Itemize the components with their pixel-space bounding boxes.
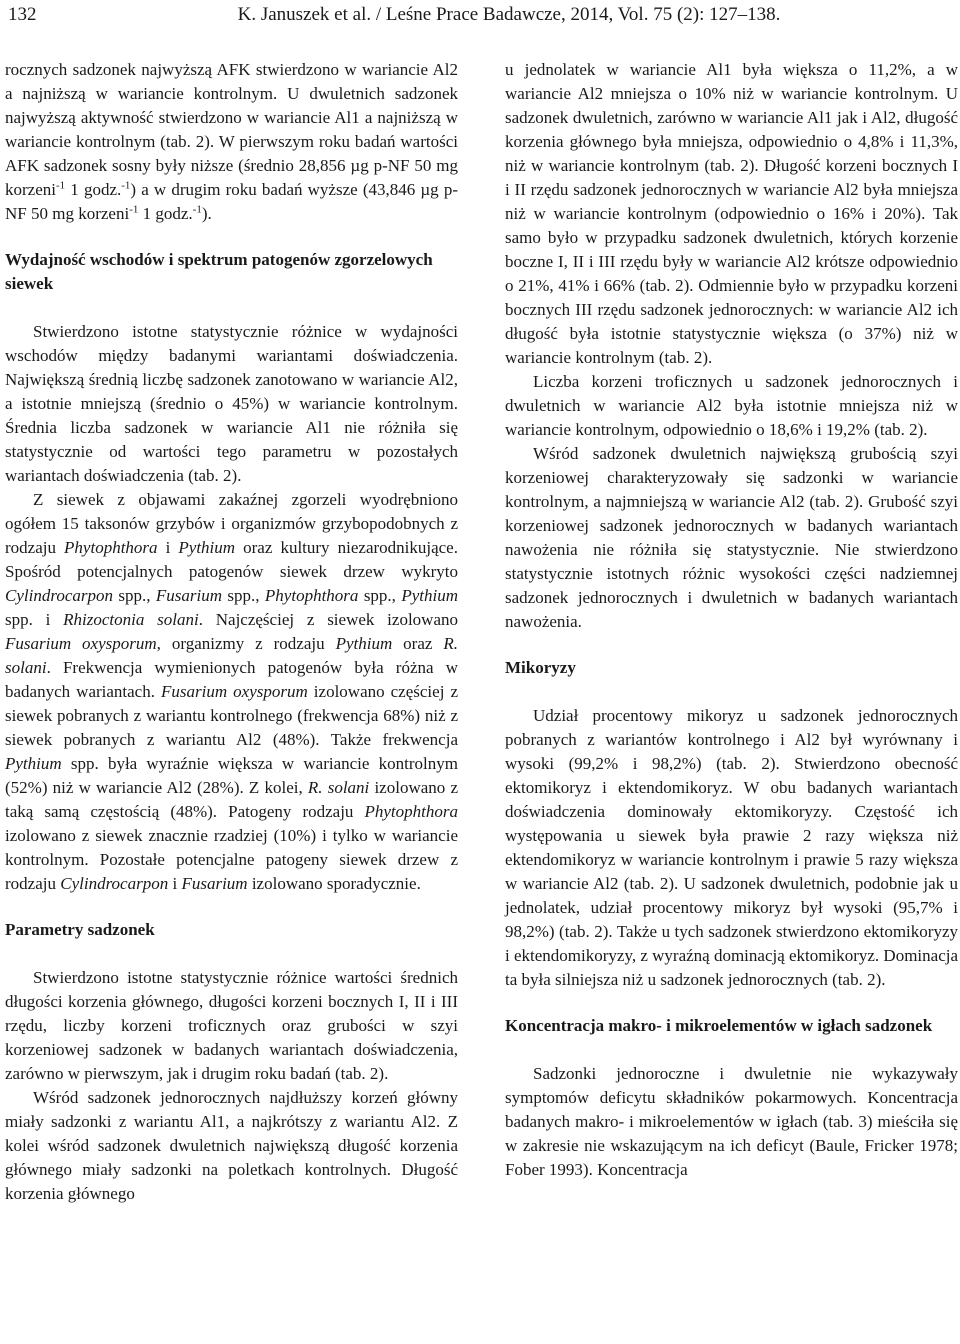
- left-column: [5, 58, 458, 1206]
- paragraph-mikoryzy: Udział procentowy mikoryz u sadzonek jednorocznych pobranych z wariantów kontrolnego i Al2 był wyrównany i wysoki (99,2% i 98,2%) (tab. 2). Stwierdzono obecność ektomikoryz i ektendomikoryz. W obu badanych wariantach doświadczenia dominowały ektomikoryzy. Częstość ich występowania u siewek była prawie 2 razy większa niż ektendomikoryz w wariancie kontrolnym i prawie 5 razy większa w wariancie Al2 (tab. 2). U sadzonek dwuletnich, podobnie jak u jednolatek, udział procentowy mikoryz był wysoki (95,7% i 98,2%) (tab. 2). Także u tych sadzonek stwierdzono ektomikoryzy i ektendomikoryzy, z wyraźną dominacją ektomikoryz. Dominacja ta była silniejsza niż u sadzonek jednorocznych (tab. 2).: [505, 706, 959, 989]
- paragraph-korzen-glowny: Wśród sadzonek jednorocznych najdłuższy korzeń główny miały sadzonki z wariantu Al1, a najkrótszy z wariantu Al2. Z kolei wśród sadzonek dwuletnich największą długość korzenia głównego miały sadzonki na poletkach kontrolnych. Długość korzenia głównego: [5, 1088, 458, 1203]
- paragraph-korzenie-troficzne: Liczba korzeni troficznych u sadzonek jednorocznych i dwuletnich w wariancie Al2 była istotnie mniejsza niż w wariancie kontrolnym, odpowiednio o 18,6% i 19,2% (tab. 2).: [505, 372, 958, 439]
- paragraph-parametry: Stwierdzono istotne statystycznie różnice wartości średnich długości korzenia głównego, długości korzeni bocznych I, II i III rzędu, liczby korzeni troficznych oraz grubości w szyi korzeniowej sadzonek w badanych wariantach doświadczenia, zarówno w pierwszym, jak i drugim roku badań (tab. 2).: [5, 968, 458, 1083]
- section-heading-koncentracja: Koncentracja makro- i mikroelementów w igłach sadzonek: [505, 1016, 933, 1035]
- section-heading-mikoryzy: Mikoryzy: [505, 658, 576, 677]
- section-heading-wydajnosc: Wydajność wschodów i spektrum patogenów zgorzelowych siewek: [5, 250, 433, 293]
- page-number: 132: [8, 4, 37, 25]
- paragraph-grubosc-szyi: Wśród sadzonek dwuletnich największą grubością szyi korzeniowej charakteryzowały się sadzonki w wariancie kontrolnym, a najmniejszą w wariancie Al2 (tab. 2). Grubość szyi korzeniowej sadzonek jednorocznych w badanych wariantach nawożenia nie różniła się statystycznie. Nie stwierdzono statystycznie istotnych różnic wysokości części nadziemnej sadzonek jednorocznych i dwuletnich w badanych wariantach nawożenia.: [505, 444, 958, 631]
- running-header: [0, 0, 960, 36]
- right-column: [505, 58, 958, 1182]
- paragraph-dlugosc-korzeni: u jednolatek w wariancie Al1 była większa o 11,2%, a w wariancie Al2 mniejsza o 10% niż w wariancie kontrolnym. U sadzonek dwuletnich, zarówno w wariancie Al1 jak i Al2, długość korzenia głównego była mniejsza, odpowiednio o 4,8% i 11,3%, niż w wariancie kontrolnym (tab. 2). Długość korzeni bocznych I i II rzędu sadzonek jednorocznych w wariancie Al2 była mniejsza niż w wariancie kontrolnym (odpowiednio o 16% i 20%). Tak samo było w przypadku sadzonek dwuletnich, których korzenie boczne I, II i III rzędu były w wariancie Al2 krótsze odpowiednio o 21%, 41% i 66% (tab. 2). Odmiennie było w przypadku korzeni bocznych III rzędu sadzonek jednorocznych: w wariancie Al2 ich długość była istotnie statystycznie większa (o 37%) niż w wariancie kontrolnym (tab. 2).: [505, 60, 958, 367]
- paragraph-patogeny: Z siewek z objawami zakaźnej zgorzeli wyodrębniono ogółem 15 taksonów grzybów i organizmów grzybopodobnych z rodzaju Phytophthora i Pythium oraz kultury niezarodnikujące. Spośród potencjalnych patogenów siewek drzew wykryto Cylindrocarpon spp., Fusarium spp., Phytophthora spp., Pythium spp. i Rhizoctonia solani. Najczęściej z siewek izolowano Fusarium oxysporum, organizmy z rodzaju Pythium oraz R. solani. Frekwencja wymienionych patogenów była różna w badanych wariantach. Fusarium oxysporum izolowano częściej z siewek pobranych z wariantu kontrolnego (frekwencja 68%) niż z siewek pobranych z wariantu Al2 (48%). Także frekwencja Pythium spp. była wyraźnie większa w wariancie kontrolnym (52%) niż w wariancie Al2 (28%). Z kolei, R. solani izolowano z taką samą częstością (48%). Patogeny rodzaju Phytophthora izolowano z siewek znacznie rzadziej (10%) i tylko w wariancie kontrolnym. Pozostałe potencjalne patogeny siewek drzew z rodzaju Cylindrocarpon i Fusarium izolowano sporadycznie.: [5, 490, 459, 893]
- paragraph-wschody: Stwierdzono istotne statystycznie różnice w wydajności wschodów między badanymi wariantami doświadczenia. Największą średnią liczbę sadzonek zanotowano w wariancie Al2, a istotnie mniejszą (średnio o 45%) w wariancie kontrolnym. Średnia liczba sadzonek w wariancie Al1 nie różniła się statystycznie od wartości tego parametru w pozostałych wariantach doświadczenia (tab. 2).: [5, 322, 458, 485]
- section-heading-parametry: Parametry sadzonek: [5, 920, 155, 939]
- paragraph-afk: rocznych sadzonek najwyższą AFK stwierdzono w wariancie Al2 a najniższą w wariancie kontrolnym. U dwuletnich sadzonek najwyższą aktywność stwierdzono w wariancie Al1 a najniższą w wariancie kontrolnym (tab. 2). W pierwszym roku badań wartości AFK sadzonek sosny były niższe (średnio 28,856 µg p-NF 50 mg korzeni$^{-1}$ 1 godz.$^{-1}$) a w drugim roku badań wyższe (43,846 µg p-NF 50 mg korzeni$^{-1}$ 1 godz.$^{-1}$).: [5, 60, 458, 223]
- paragraph-koncentracja: Sadzonki jednoroczne i dwuletnie nie wykazywały symptomów deficytu składników pokarmowych. Koncentracja badanych makro- i mikroelementów w igłach (tab. 3) mieściła się w zakresie nie wskazującym na ich deficyt (Baule, Fricker 1978; Fober 1993). Koncentracja: [505, 1064, 958, 1179]
- running-title: K. Januszek et al. / Leśne Prace Badawcze, 2014, Vol. 75 (2): 127–138.: [237, 4, 781, 25]
